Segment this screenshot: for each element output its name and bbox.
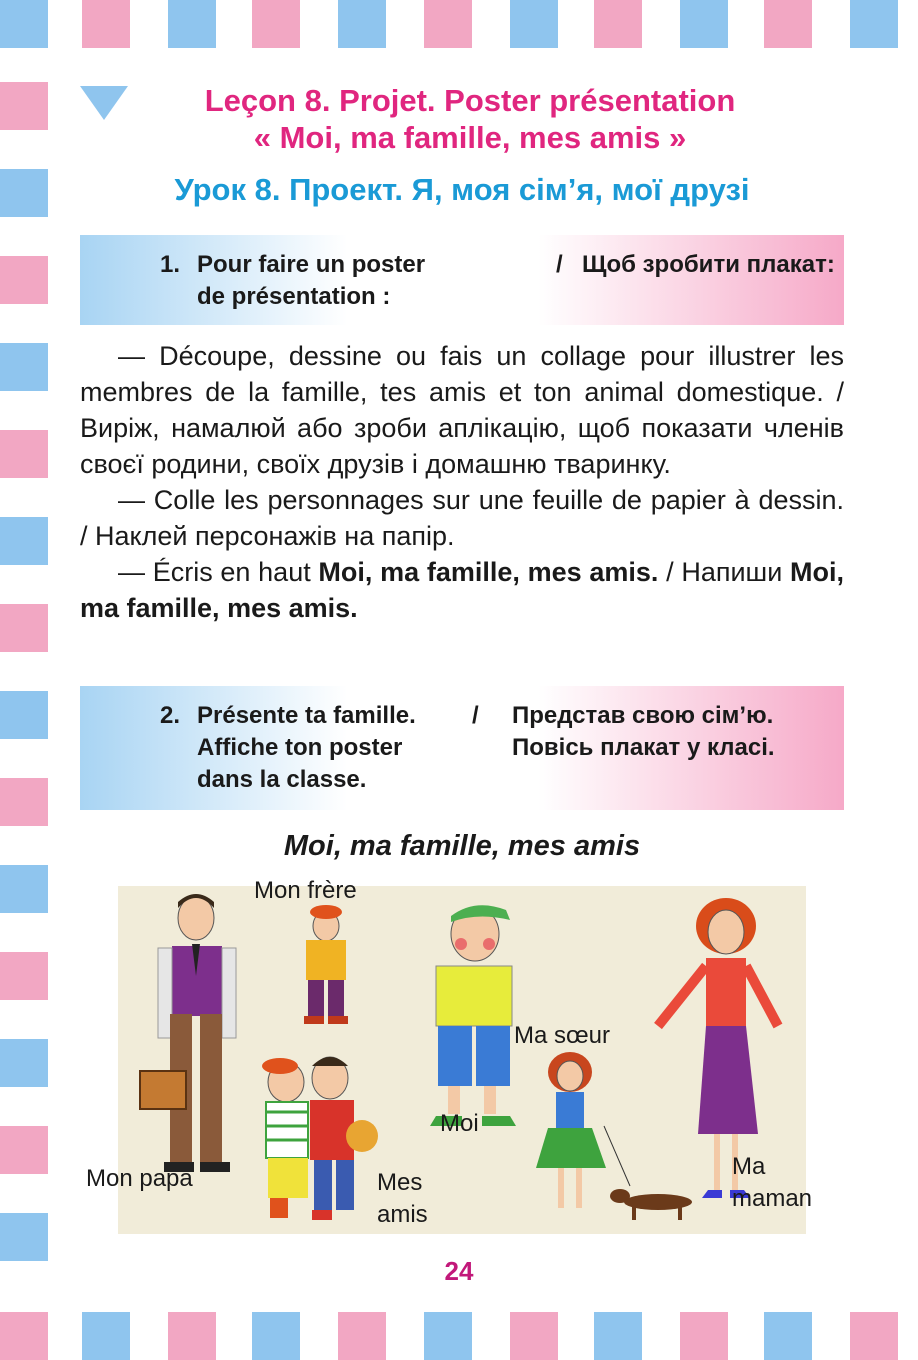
- dog-figure: [610, 1189, 692, 1220]
- decor-square: [850, 0, 898, 48]
- decor-square: [0, 1039, 48, 1087]
- decor-square: [424, 0, 472, 48]
- task-2-ua: [512, 700, 775, 764]
- instruction-3-bold: Moi, ma famille, mes amis.: [318, 557, 659, 587]
- task-2-box: [80, 686, 844, 810]
- decor-square: [594, 0, 642, 48]
- decor-square: [0, 952, 48, 1000]
- decor-square: [0, 256, 48, 304]
- decor-square: [680, 1312, 728, 1360]
- label-ma-maman: [732, 1151, 812, 1215]
- lesson-title-ua: Урок 8. Проект. Я, моя сім’я, мої друзі: [174, 172, 750, 207]
- decor-square: [338, 1312, 386, 1360]
- task-1-ua: Щоб зробити плакат:: [582, 251, 835, 278]
- decor-square: [764, 0, 812, 48]
- papa-figure: [140, 894, 236, 1172]
- label-mes-amis: [377, 1167, 428, 1231]
- decor-square: [594, 1312, 642, 1360]
- label-mon-papa: Mon papa: [86, 1165, 193, 1192]
- label-ma-soeur: Ma sœur: [514, 1022, 610, 1049]
- decor-square: [510, 1312, 558, 1360]
- page-number: 24: [444, 1256, 474, 1286]
- decor-square: [0, 604, 48, 652]
- task-2-fr-line1: Présente ta famille.: [197, 702, 416, 729]
- decor-square: [0, 430, 48, 478]
- decor-square: [82, 0, 130, 48]
- instruction-paragraph-3: [80, 554, 844, 626]
- task-2-fr: [197, 700, 416, 796]
- task-1-fr-line1: Pour faire un poster: [197, 251, 426, 278]
- decor-square: [850, 1312, 898, 1360]
- family-drawing: [118, 886, 806, 1234]
- task-2-ua-line2: Повісь плакат у класі.: [512, 734, 775, 761]
- decor-square: [0, 343, 48, 391]
- label-mon-frere: Mon frère: [254, 877, 357, 904]
- decor-square: [0, 691, 48, 739]
- lesson-title-fr: [120, 82, 820, 156]
- label-mes-amis-line1: Mes: [377, 1169, 423, 1196]
- decor-square: [338, 0, 386, 48]
- frere-figure: [304, 905, 348, 1024]
- decor-square: [168, 0, 216, 48]
- decor-square: [252, 1312, 300, 1360]
- instruction-3-start: — Écris en haut: [118, 557, 319, 587]
- task-1-separator: /: [556, 251, 563, 278]
- decor-square: [0, 169, 48, 217]
- task-1-fr-line2: de présentation :: [197, 283, 391, 310]
- decor-square: [510, 0, 558, 48]
- decor-square: [424, 1312, 472, 1360]
- lesson-title-fr-line2: « Moi, ma famille, mes amis »: [253, 120, 687, 155]
- task-1-fr: [197, 249, 425, 313]
- decor-square: [0, 778, 48, 826]
- decor-square: [0, 517, 48, 565]
- moi-figure: [430, 905, 516, 1126]
- picture-title: Moi, ma famille, mes amis: [283, 830, 641, 862]
- soeur-figure: [536, 1052, 630, 1208]
- family-illustration: [118, 886, 806, 1234]
- amis-figure: [262, 1057, 378, 1220]
- label-ma-maman-line2: maman: [732, 1185, 813, 1212]
- task-1-number: 1.: [160, 251, 181, 278]
- decor-square: [0, 1126, 48, 1174]
- decor-square: [0, 1213, 48, 1261]
- decor-square: [0, 82, 48, 130]
- decor-square: [168, 1312, 216, 1360]
- decor-square: [764, 1312, 812, 1360]
- decor-square: [0, 0, 48, 48]
- decor-square: [82, 1312, 130, 1360]
- task-2-fr-line2: Affiche ton poster: [197, 734, 403, 761]
- instruction-paragraph-2: — Colle les personnages sur une feuille de papier à dessin. / Наклей персонажів на папір.: [80, 485, 844, 551]
- task-1-box: [80, 235, 844, 325]
- label-moi: Moi: [440, 1110, 479, 1137]
- decor-square: [680, 0, 728, 48]
- lesson-title-fr-line1: Leçon 8. Projet. Poster présentation: [204, 83, 736, 118]
- instruction-3-bold2: Moi, ma famille, mes amis.: [80, 557, 844, 623]
- task-2-fr-line3: dans la classe.: [197, 766, 367, 793]
- decor-square: [0, 1312, 48, 1360]
- task-2-ua-line1: Представ свою сім’ю.: [512, 702, 774, 729]
- task-2-separator: /: [472, 702, 479, 729]
- instruction-3-mid: / Напиши: [658, 557, 790, 587]
- instruction-paragraph-1: — Découpe, dessine ou fais un collage pour illustrer les membres de la famille, tes amis et ton animal domestique. / Виріж, намалюй або зроби аплікацію, щоб показати членів своєї родини, своїх друзів і домашню тваринку.: [80, 341, 844, 479]
- label-mes-amis-line2: amis: [377, 1201, 428, 1228]
- task-2-number: 2.: [160, 702, 181, 729]
- decor-square: [252, 0, 300, 48]
- label-ma-maman-line1: Ma: [732, 1153, 766, 1180]
- decor-square: [0, 865, 48, 913]
- instructions: [80, 338, 844, 626]
